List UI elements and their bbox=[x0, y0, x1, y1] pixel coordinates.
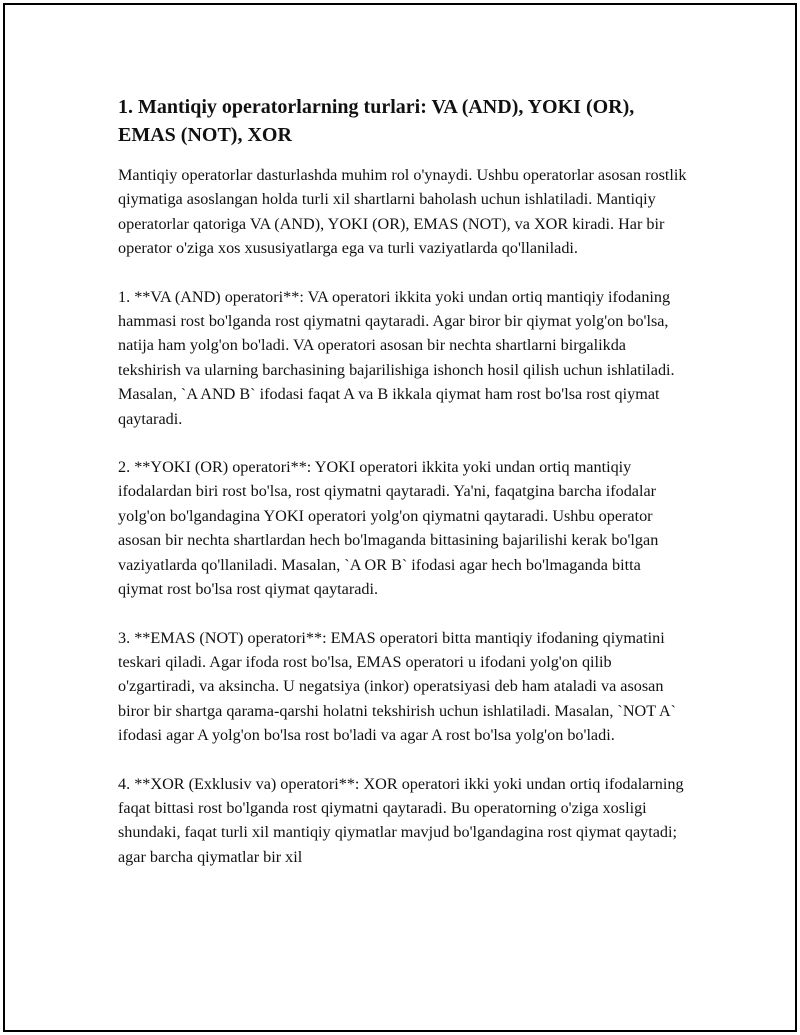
intro-paragraph: Mantiqiy operatorlar dasturlashda muhim rol o'ynaydi. Ushbu operatorlar asosan rostlik qiymatiga asoslangan holda turli xil shartlarni baholash uchun ishlatiladi. Mantiqiy operatorlar qatoriga VA (AND), YOKI (OR), EMAS (NOT), va XOR kiradi. Har bir operator o'ziga xos xususiyatlarga ega va turli vaziyatlarda qo'llaniladi. bbox=[118, 166, 687, 258]
section-heading: 1. Mantiqiy operatorlarning turlari: VA (AND), YOKI (OR), EMAS (NOT), XOR bbox=[118, 96, 635, 146]
and-operator-paragraph: 1. **VA (AND) operatori**: VA operatori ikkita yoki undan ortiq mantiqiy ifodaning hammasi rost bo'lganda rost qiymatni qaytaradi. Agar biror bir qiymat yolg'on bo'lsa, natija ham yolg'on bo'ladi. VA operatori asosan bir nechta shartlarni birgalikda tekshirish va ularning barchasining bajarilishiga ishonch hosil qilish uchun ishlatiladi. Masalan, `A AND B` ifodasi faqat A va B ikkala qiymat ham rost bo'lsa rost qiymat qaytaradi. bbox=[118, 287, 675, 428]
or-operator-paragraph: 2. **YOKI (OR) operatori**: YOKI operatori ikkita yoki undan ortiq mantiqiy ifodalardan biri rost bo'lsa, rost qiymatni qaytaradi. Ya'ni, faqatgina barcha ifodalar yolg'on bo'lgandagina YOKI operatori yolg'on qiymatni qaytaradi. Ushbu operator asosan bir nechta shartlardan hech bo'lmaganda bittasining bajarilishi kerak bo'lgan vaziyatlarda qo'llaniladi. Masalan, `A OR B` ifodasi agar hech bo'lmaganda bitta qiymat rost bo'lsa rost qiymat qaytaradi. bbox=[118, 458, 659, 599]
xor-operator-paragraph: 4. **XOR (Exklusiv va) operatori**: XOR operatori ikki yoki undan ortiq ifodalarning faqat bittasi rost bo'lganda rost qiymatni qaytaradi. Bu operatorning o'ziga xosligi shundaki, faqat turli xil mantiqiy qiymatlar mavjud bo'lgandagina rost qiymat qaytadi; agar barcha qiymatlar bir xil bbox=[118, 774, 684, 866]
document-body bbox=[118, 93, 688, 893]
not-operator-paragraph: 3. **EMAS (NOT) operatori**: EMAS operatori bitta mantiqiy ifodaning qiymatini teskari qiladi. Agar ifoda rost bo'lsa, EMAS operatori u ifodani yolg'on qilib o'zgartiradi, va aksincha. U negatsiya (inkor) operatsiyasi deb ham ataladi va asosan biror bir shartga qarama-qarshi holatni tekshirish uchun ishlatiladi. Masalan, `NOT A` ifodasi agar A yolg'on bo'lsa rost bo'ladi va agar A rost bo'lsa yolg'on bo'ladi. bbox=[118, 628, 677, 745]
